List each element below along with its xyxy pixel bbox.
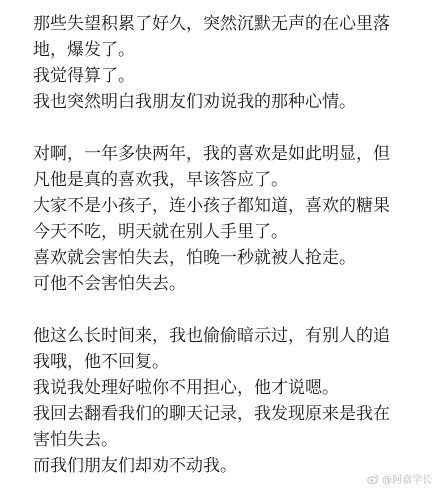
text-line: 我回去翻看我们的聊天记录，我发现原来是我在 <box>33 404 390 424</box>
text-line: 地，爆发了。 <box>33 40 135 60</box>
text-line: 喜欢就会害怕失去，怕晚一秒就被人抢走。 <box>33 248 356 268</box>
text-line: 可他不会害怕失去。 <box>33 274 186 294</box>
watermark <box>367 471 432 486</box>
text-line: 我说我处理好啦你不用担心，他才说嗯。 <box>33 378 339 398</box>
text-line: 而我们朋友们却劝不动我。 <box>33 456 237 476</box>
paragraph <box>33 323 433 479</box>
text-line: 我觉得算了。 <box>33 66 135 86</box>
text-line: 那些失望积累了好久，突然沉默无声的在心里落 <box>33 14 390 34</box>
text-line: 害怕失去。 <box>33 430 118 450</box>
text-line: 对啊，一年多快两年，我的喜欢是如此明显，但 <box>33 144 390 164</box>
text-line: 今天不吃，明天就在别人手里了。 <box>33 222 288 242</box>
watermark-text: @阿嘉学长 <box>382 475 432 486</box>
weibo-logo-icon <box>367 474 379 484</box>
paragraph <box>33 141 433 297</box>
text-line: 大家不是小孩子，连小孩子都知道，喜欢的糖果 <box>33 196 390 216</box>
text-line: 凡他是真的喜欢我，早该答应了。 <box>33 170 288 190</box>
document-body <box>33 11 433 479</box>
text-line: 他这么长时间来，我也偷偷暗示过，有别人的追 <box>33 326 390 346</box>
paragraph <box>33 11 433 115</box>
text-line: 我也突然明白我朋友们劝说我的那种心情。 <box>33 92 356 112</box>
text-line: 我哦，他不回复。 <box>33 352 169 372</box>
